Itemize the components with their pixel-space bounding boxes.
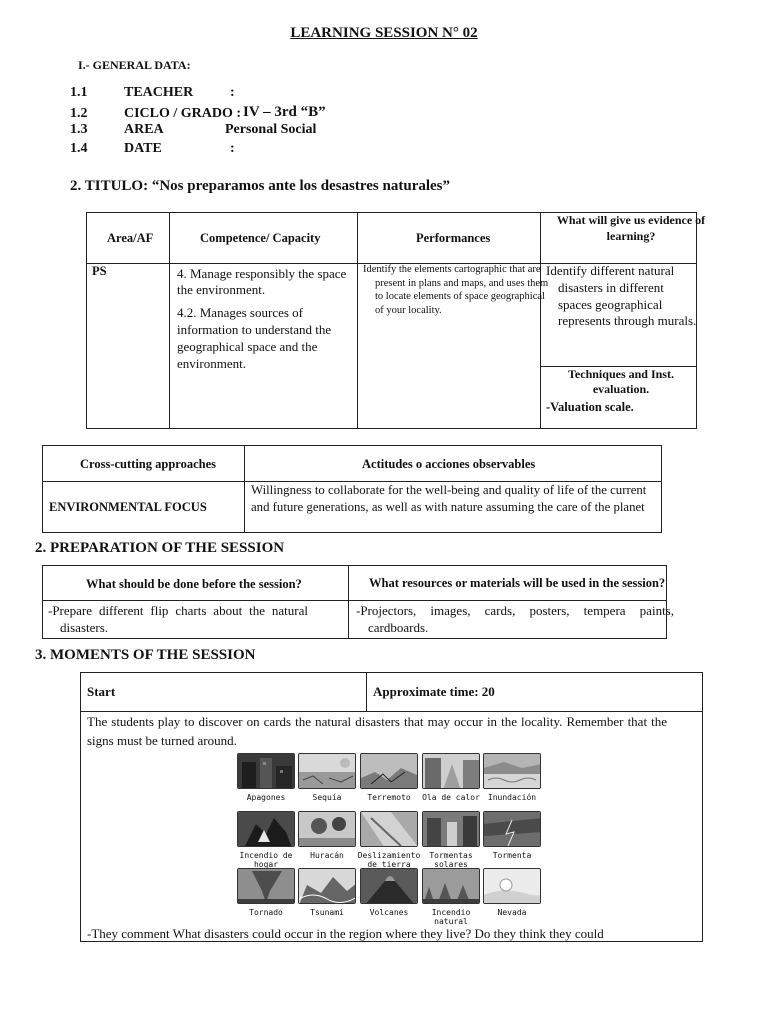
card-image — [360, 753, 418, 789]
row-number: 1.1 — [70, 85, 88, 100]
header-competence: Competence/ Capacity — [200, 231, 321, 245]
card-apagones — [237, 753, 295, 802]
card-caption: Nevada — [497, 908, 527, 917]
divider — [348, 565, 349, 639]
grade-value: IV – 3rd “B” — [243, 104, 326, 120]
card-deslizamiento — [357, 811, 421, 869]
card-image — [483, 811, 541, 847]
page-title: LEARNING SESSION N° 02 — [290, 25, 478, 41]
card-caption: Huracán — [310, 851, 344, 860]
card-volcanes — [360, 868, 418, 917]
card-caption: Terremoto — [367, 793, 411, 802]
card-tormenta — [483, 811, 541, 860]
card-image — [298, 868, 356, 904]
card-sequia — [298, 753, 356, 802]
divider — [169, 212, 170, 429]
divider — [42, 600, 667, 601]
teacher-label: TEACHER — [124, 85, 194, 100]
card-image — [422, 753, 480, 789]
card-caption: Apagones — [246, 793, 286, 802]
header-resources: What resources or materials will be used in the session? — [369, 576, 666, 590]
capacity-text: 4.2. Manages sources of information to understand the geographical space and the environment. — [177, 305, 332, 371]
grade-label: CICLO / GRADO : — [124, 106, 242, 121]
area-value: Personal Social — [225, 122, 317, 137]
card-image — [237, 753, 295, 789]
divider — [540, 212, 541, 429]
techniques-header: Techniques and Inst. evaluation. — [568, 367, 674, 396]
evidence-text: Identify different natural disasters in different spaces geographical represents through murals. — [546, 263, 697, 329]
card-caption: Volcanes — [369, 908, 409, 917]
card-image — [483, 753, 541, 789]
card-caption: Inundación — [487, 793, 537, 802]
divider — [366, 672, 367, 711]
card-tsunami — [298, 868, 356, 917]
card-image — [298, 753, 356, 789]
resources-text: -Projectors, images, cards, posters, tempera paints, cardboards. — [356, 603, 674, 635]
general-data-heading: I.- GENERAL DATA: — [78, 58, 191, 72]
card-inundacion — [483, 753, 541, 802]
session-title: 2. TITULO: “Nos preparamos ante los desastres naturales” — [70, 178, 451, 194]
start-label: Start — [87, 684, 116, 699]
card-caption: Sequía — [312, 793, 342, 802]
header-performances: Performances — [416, 231, 491, 245]
card-caption: Ola de calor — [422, 793, 480, 802]
card-tornado — [237, 868, 295, 917]
card-incendio-natural — [422, 868, 480, 926]
card-image — [237, 811, 295, 847]
header-approaches: Cross-cutting approaches — [80, 457, 217, 471]
card-huracan — [298, 811, 356, 860]
date-label: DATE — [124, 141, 162, 156]
divider — [244, 445, 245, 533]
card-incendio-de-hogar — [237, 811, 295, 869]
divider — [357, 212, 358, 429]
card-caption: Deslizamiento de tierra — [357, 851, 421, 869]
card-image — [422, 868, 480, 904]
card-caption: Incendio de hogar — [239, 851, 293, 869]
moments-heading: 3. MOMENTS OF THE SESSION — [35, 647, 256, 663]
header-area: Area/AF — [107, 231, 154, 245]
comment-text: -They comment What disasters could occur in the region where they live? Do they think they could — [87, 926, 604, 941]
card-image — [483, 868, 541, 904]
card-image — [298, 811, 356, 847]
teacher-value: : — [230, 85, 235, 100]
card-tormentas-solares — [422, 811, 480, 869]
intro-text: The students play to discover on cards the natural disasters that may occur in the locality. Remember that the signs must be turned around. — [87, 714, 667, 748]
performance-text: Identify the elements cartographic that are present in plans and maps, and uses them to locate elements of space geographical of your locality. — [363, 264, 549, 316]
area-label: AREA — [124, 122, 164, 137]
row-number: 1.3 — [70, 122, 88, 137]
disaster-cards-grid — [235, 753, 545, 925]
time-label: Approximate time: 20 — [373, 684, 495, 699]
attitude-text: Willingness to collaborate for the well-being and quality of life of the current and future generations, as well as with nature assuming the care of the planet — [251, 483, 647, 514]
card-caption: Incendio natural — [431, 908, 471, 926]
date-value: : — [230, 141, 235, 156]
before-text: -Prepare different flip charts about the natural disasters. — [48, 603, 308, 635]
header-attitudes: Actitudes o acciones observables — [362, 457, 536, 471]
approach-name: ENVIRONMENTAL FOCUS — [49, 500, 207, 514]
card-caption: Tornado — [249, 908, 283, 917]
preparation-heading: 2. PREPARATION OF THE SESSION — [35, 540, 285, 556]
card-ola-de-calor — [422, 753, 480, 802]
card-nevada — [483, 868, 541, 917]
row-number: 1.2 — [70, 106, 88, 121]
techniques-value: -Valuation scale. — [546, 400, 634, 414]
card-terremoto — [360, 753, 418, 802]
card-image — [422, 811, 480, 847]
card-image — [360, 811, 418, 847]
card-caption: Tsunami — [310, 908, 344, 917]
header-evidence: What will give us evidence of learning? — [556, 213, 706, 243]
competence-text: 4. Manage responsibly the space the environment. — [177, 266, 347, 297]
card-caption: Tormentas solares — [429, 851, 473, 869]
row-number: 1.4 — [70, 141, 88, 156]
card-image — [360, 868, 418, 904]
card-image — [237, 868, 295, 904]
area-code: PS — [92, 264, 107, 278]
header-before: What should be done before the session? — [86, 577, 302, 591]
card-caption: Tormenta — [492, 851, 532, 860]
